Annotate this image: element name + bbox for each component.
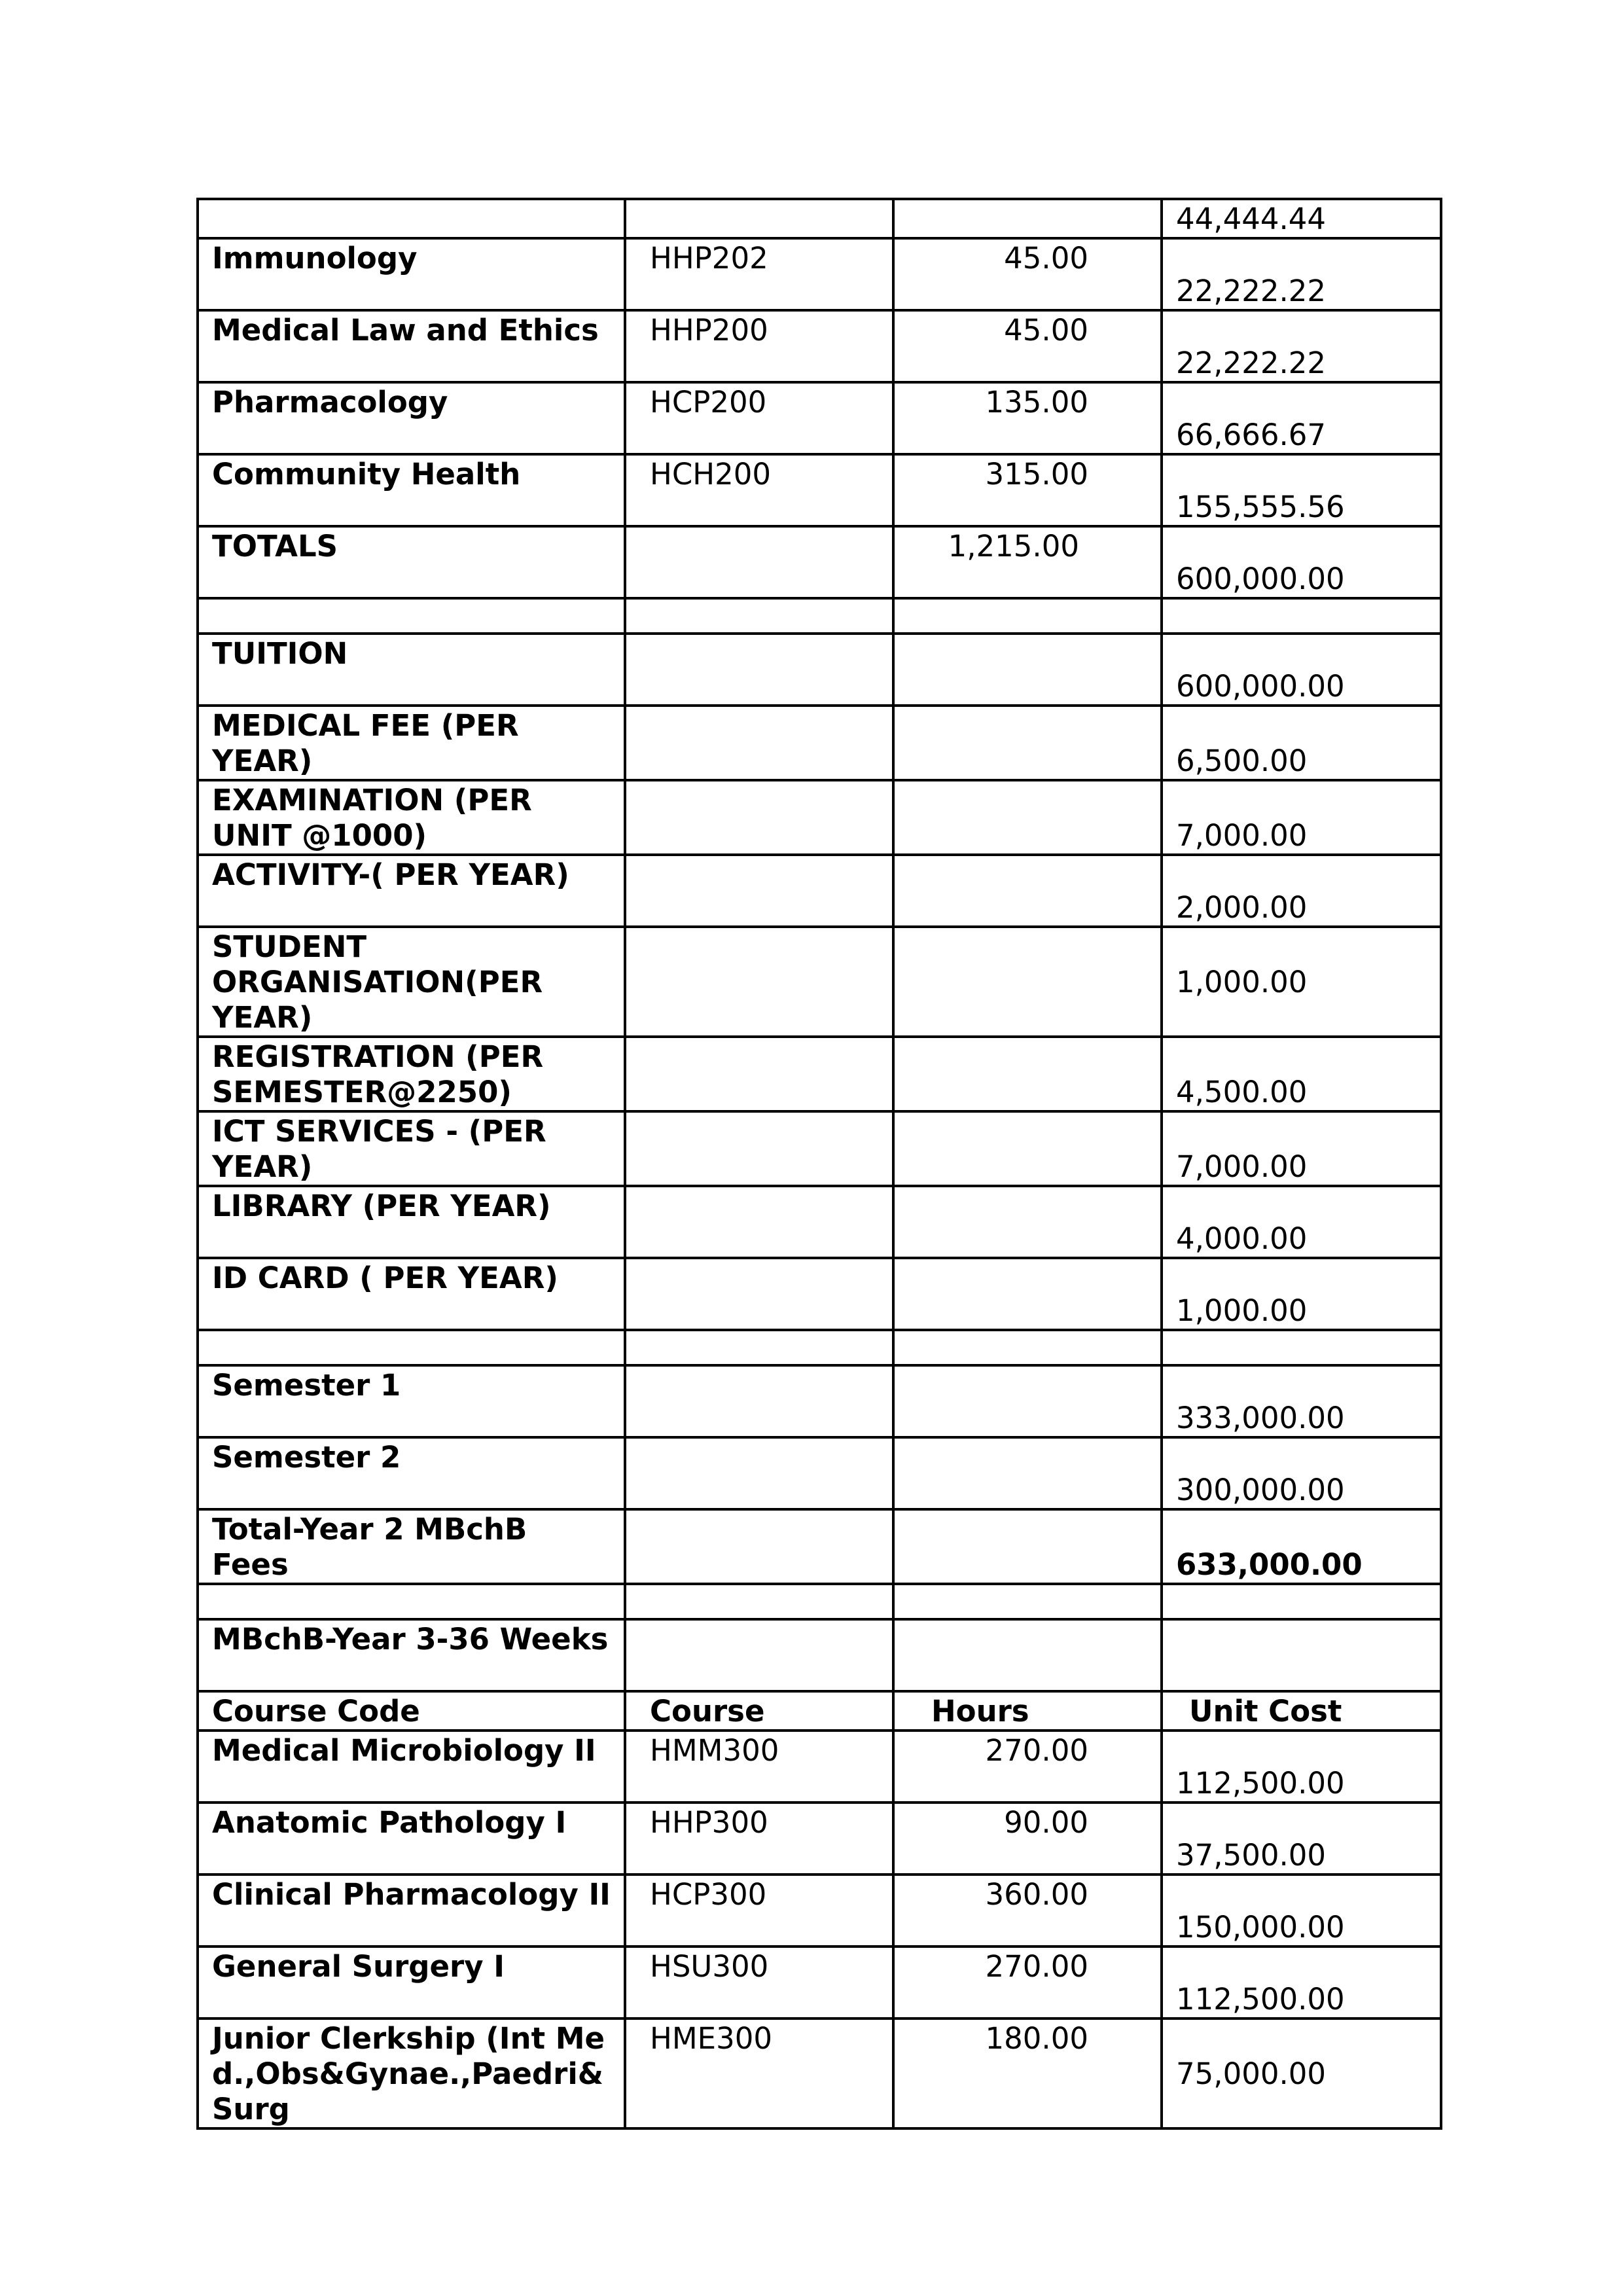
blank-row	[198, 1584, 1441, 1619]
course-name: Medical Law and Ethics	[198, 310, 625, 382]
table-row	[198, 1874, 1441, 1946]
fee-label: TUITION	[198, 634, 625, 706]
fee-document	[196, 198, 1440, 2130]
fee-amount: 6,500.00	[1162, 706, 1441, 780]
course-hours: 135.00	[893, 382, 1162, 454]
course-name: Immunology	[198, 238, 625, 310]
course-code: HME300	[625, 2018, 893, 2128]
table-row	[198, 199, 1441, 238]
fee-amount: 7,000.00	[1162, 780, 1441, 855]
header-unit-cost: Unit Cost	[1162, 1691, 1441, 1731]
semester-label: Semester 1	[198, 1365, 625, 1437]
course-code: HHP300	[625, 1803, 893, 1874]
blank-row	[198, 1330, 1441, 1365]
semester-amount: 300,000.00	[1162, 1437, 1441, 1509]
course-cost: 22,222.22	[1162, 238, 1441, 310]
course-hours: 45.00	[893, 238, 1162, 310]
table-row	[198, 382, 1441, 454]
semester-label: Semester 2	[198, 1437, 625, 1509]
course-name: Pharmacology	[198, 382, 625, 454]
course-code: HCP200	[625, 382, 893, 454]
blank-row	[198, 598, 1441, 634]
course-name: Junior Clerkship (Int Med.,Obs&Gynae.,Paedri&Surg	[198, 2018, 625, 2128]
fee-amount: 2,000.00	[1162, 855, 1441, 927]
fee-label: LIBRARY (PER YEAR)	[198, 1186, 625, 1258]
course-hours: 360.00	[893, 1874, 1162, 1946]
course-cost: 112,500.00	[1162, 1946, 1441, 2018]
course-code: HSU300	[625, 1946, 893, 2018]
fee-label: REGISTRATION (PER SEMESTER@2250)	[198, 1037, 625, 1111]
grand-total-row	[198, 1509, 1441, 1584]
course-code: HHP200	[625, 310, 893, 382]
fee-row	[198, 1258, 1441, 1330]
course-name	[198, 199, 625, 238]
course-cost: 37,500.00	[1162, 1803, 1441, 1874]
fee-amount: 1,000.00	[1162, 927, 1441, 1037]
table-row	[198, 454, 1441, 526]
course-cost: 150,000.00	[1162, 1874, 1441, 1946]
fee-row	[198, 855, 1441, 927]
table-row	[198, 1803, 1441, 1874]
course-hours: 45.00	[893, 310, 1162, 382]
totals-cost: 600,000.00	[1162, 526, 1441, 598]
fee-amount: 4,500.00	[1162, 1037, 1441, 1111]
semester-row	[198, 1437, 1441, 1509]
fee-label: ID CARD ( PER YEAR)	[198, 1258, 625, 1330]
course-code	[625, 199, 893, 238]
fee-amount: 600,000.00	[1162, 634, 1441, 706]
semester-amount: 333,000.00	[1162, 1365, 1441, 1437]
table-row	[198, 238, 1441, 310]
fee-label: ICT SERVICES - (PER YEAR)	[198, 1111, 625, 1186]
course-hours: 270.00	[893, 1946, 1162, 2018]
course-code: HMM300	[625, 1731, 893, 1803]
fee-label: MEDICAL FEE (PER YEAR)	[198, 706, 625, 780]
course-cost: 155,555.56	[1162, 454, 1441, 526]
course-name: Anatomic Pathology I	[198, 1803, 625, 1874]
table-row	[198, 1731, 1441, 1803]
course-cost: 44,444.44	[1162, 199, 1441, 238]
table-row	[198, 2018, 1441, 2128]
course-hours: 315.00	[893, 454, 1162, 526]
header-course-code: Course Code	[198, 1691, 625, 1731]
header-course: Course	[625, 1691, 893, 1731]
table-row	[198, 1946, 1441, 2018]
grand-total-label: Total-Year 2 MBchB Fees	[198, 1509, 625, 1584]
fee-label: EXAMINATION (PER UNIT @1000)	[198, 780, 625, 855]
course-code: HCP300	[625, 1874, 893, 1946]
course-name: General Surgery I	[198, 1946, 625, 2018]
fee-table	[196, 198, 1442, 2130]
course-hours	[893, 199, 1162, 238]
course-code: HHP202	[625, 238, 893, 310]
section-title-row	[198, 1619, 1441, 1691]
course-hours: 180.00	[893, 2018, 1162, 2128]
semester-row	[198, 1365, 1441, 1437]
course-code: HCH200	[625, 454, 893, 526]
grand-total-amount: 633,000.00	[1162, 1509, 1441, 1584]
course-cost: 22,222.22	[1162, 310, 1441, 382]
course-name: Clinical Pharmacology II	[198, 1874, 625, 1946]
fee-row	[198, 1111, 1441, 1186]
totals-label: TOTALS	[198, 526, 625, 598]
course-name: Community Health	[198, 454, 625, 526]
course-hours: 270.00	[893, 1731, 1162, 1803]
header-row	[198, 1691, 1441, 1731]
header-hours: Hours	[893, 1691, 1162, 1731]
empty-cell	[625, 526, 893, 598]
course-cost: 75,000.00	[1162, 2018, 1441, 2128]
course-cost: 112,500.00	[1162, 1731, 1441, 1803]
fee-row	[198, 1037, 1441, 1111]
fee-label: ACTIVITY-( PER YEAR)	[198, 855, 625, 927]
course-cost: 66,666.67	[1162, 382, 1441, 454]
fee-row	[198, 780, 1441, 855]
table-row	[198, 310, 1441, 382]
fee-amount: 4,000.00	[1162, 1186, 1441, 1258]
course-name: Medical Microbiology II	[198, 1731, 625, 1803]
fee-row	[198, 634, 1441, 706]
totals-hours: 1,215.00	[893, 526, 1162, 598]
fee-amount: 1,000.00	[1162, 1258, 1441, 1330]
year3-title: MBchB-Year 3-36 Weeks	[198, 1619, 625, 1691]
course-hours: 90.00	[893, 1803, 1162, 1874]
fee-row	[198, 1186, 1441, 1258]
fee-row	[198, 927, 1441, 1037]
fee-row	[198, 706, 1441, 780]
totals-row	[198, 526, 1441, 598]
fee-amount: 7,000.00	[1162, 1111, 1441, 1186]
fee-label: STUDENT ORGANISATION(PER YEAR)	[198, 927, 625, 1037]
